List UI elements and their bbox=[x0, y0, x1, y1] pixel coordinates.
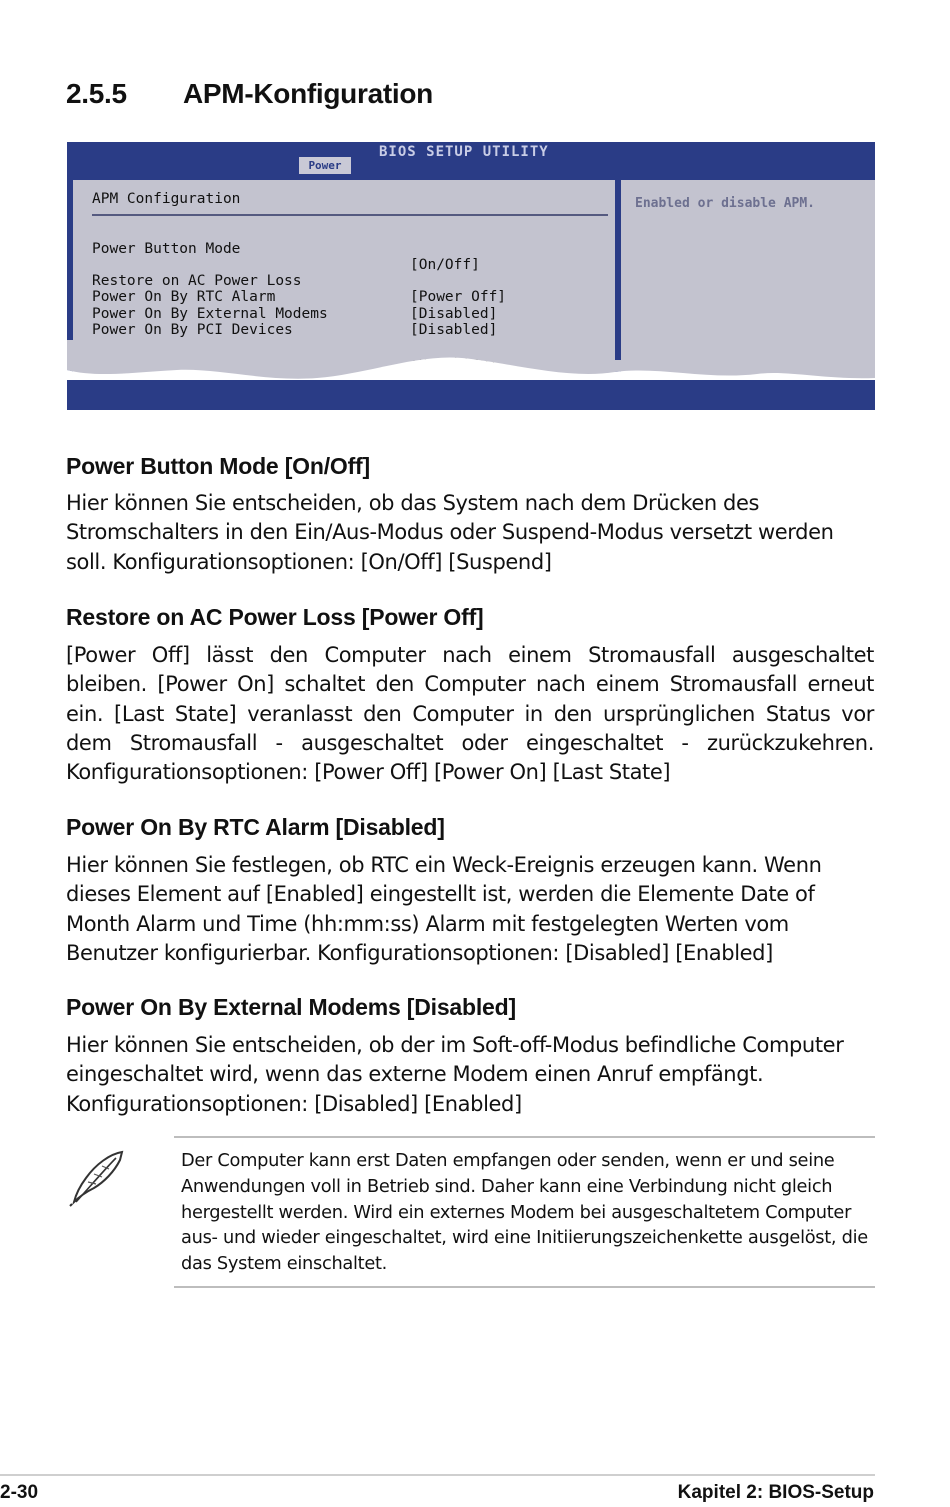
bios-tab-power[interactable]: Power bbox=[299, 157, 351, 174]
note-text: Der Computer kann erst Daten empfangen oder senden, wenn er und seine Anwendungen voll in Betrieb sind. Daher kann eine Verbindung nicht gleich hergestellt werden. Wird ein externes Modem bei ausgeschaltetem Computer aus- und wieder eingeschaltet, wird eine Initiierungszeichenkette ausgelöst, die das System einschaltet. bbox=[181, 1150, 868, 1275]
body-power-button-mode: Hier können Sie entscheiden, ob das System nach dem Drücken des Stromschalters in den Ein/Aus-Modus oder Suspend-Modus versetzt werden soll. Konfigurationsoptionen: [On/Off] [Suspend] bbox=[66, 491, 834, 574]
body-restore-ac-power-loss: [Power Off] lässt den Computer nach einem Stromausfall ausgeschaltet bleiben. [Power On] schaltet den Computer nach einem Stromausfall erneut ein. [Last State] veranlasst den Computer in den ursprünglichen Status vor dem Stromausfall - ausgeschaltet oder eingeschaltet - zurückzukehren. Konfigurationsoptionen: [Power Off] [Power On] [Last State] bbox=[66, 643, 874, 785]
bios-item-value[interactable]: [Power Off] bbox=[410, 289, 507, 305]
bios-item-label: Power On By PCI Devices bbox=[92, 322, 293, 338]
bios-item-label: Power On By External Modems bbox=[92, 305, 328, 322]
bios-help-text: Enabled or disable APM. bbox=[635, 196, 816, 211]
feather-pen-icon bbox=[66, 1148, 128, 1210]
footer-rule bbox=[0, 1474, 875, 1476]
heading-rtc-alarm: Power On By RTC Alarm [Disabled] bbox=[66, 814, 445, 840]
bios-item-value[interactable]: [Disabled] bbox=[410, 305, 498, 322]
bios-panel-heading: APM Configuration bbox=[92, 191, 241, 207]
heading-power-button-mode: Power Button Mode [On/Off] bbox=[66, 453, 370, 479]
bios-screenshot bbox=[67, 142, 875, 410]
bios-item-value[interactable]: [On/Off] bbox=[410, 257, 480, 273]
bios-divider bbox=[92, 214, 608, 216]
bios-header-bar bbox=[67, 142, 875, 174]
section-number: 2.5.5 bbox=[66, 78, 127, 109]
bios-item-label: Restore on AC Power Loss bbox=[92, 272, 302, 289]
bios-header-title: BIOS SETUP UTILITY bbox=[379, 144, 549, 160]
chapter-title: Kapitel 2: BIOS-Setup bbox=[677, 1482, 874, 1503]
heading-restore-ac-power-loss: Restore on AC Power Loss [Power Off] bbox=[66, 604, 484, 630]
body-rtc-alarm: Hier können Sie festlegen, ob RTC ein Weck-Ereignis erzeugen kann. Wenn dieses Element auf [Enabled] eingestellt ist, werden die Elemente Date of Month Alarm und Time (hh:mm:ss) Alarm mit festgelegten Werten vom Benutzer konfigurierbar. Konfigurationsoptionen: [Disabled] [Enabled] bbox=[66, 853, 822, 965]
note-top-rule bbox=[174, 1136, 875, 1138]
body-external-modems: Hier können Sie entscheiden, ob der im Soft-off-Modus befindliche Computer eingeschaltet wird, wenn das externe Modem einen Anruf empfängt. Konfigurationsoptionen: [Disabled] [Enabled] bbox=[66, 1033, 844, 1116]
torn-edge-decoration bbox=[67, 340, 875, 380]
section-title-text: APM-Konfiguration bbox=[183, 78, 433, 109]
bios-item-label: Power On By RTC Alarm bbox=[92, 289, 276, 305]
note-bottom-rule bbox=[174, 1286, 875, 1288]
heading-external-modems: Power On By External Modems [Disabled] bbox=[66, 994, 516, 1020]
section-title bbox=[66, 78, 433, 110]
bios-item-value[interactable]: [Disabled] bbox=[410, 322, 498, 338]
page-number: 2-30 bbox=[0, 1482, 39, 1503]
bios-item-label: Power Button Mode bbox=[92, 240, 241, 257]
